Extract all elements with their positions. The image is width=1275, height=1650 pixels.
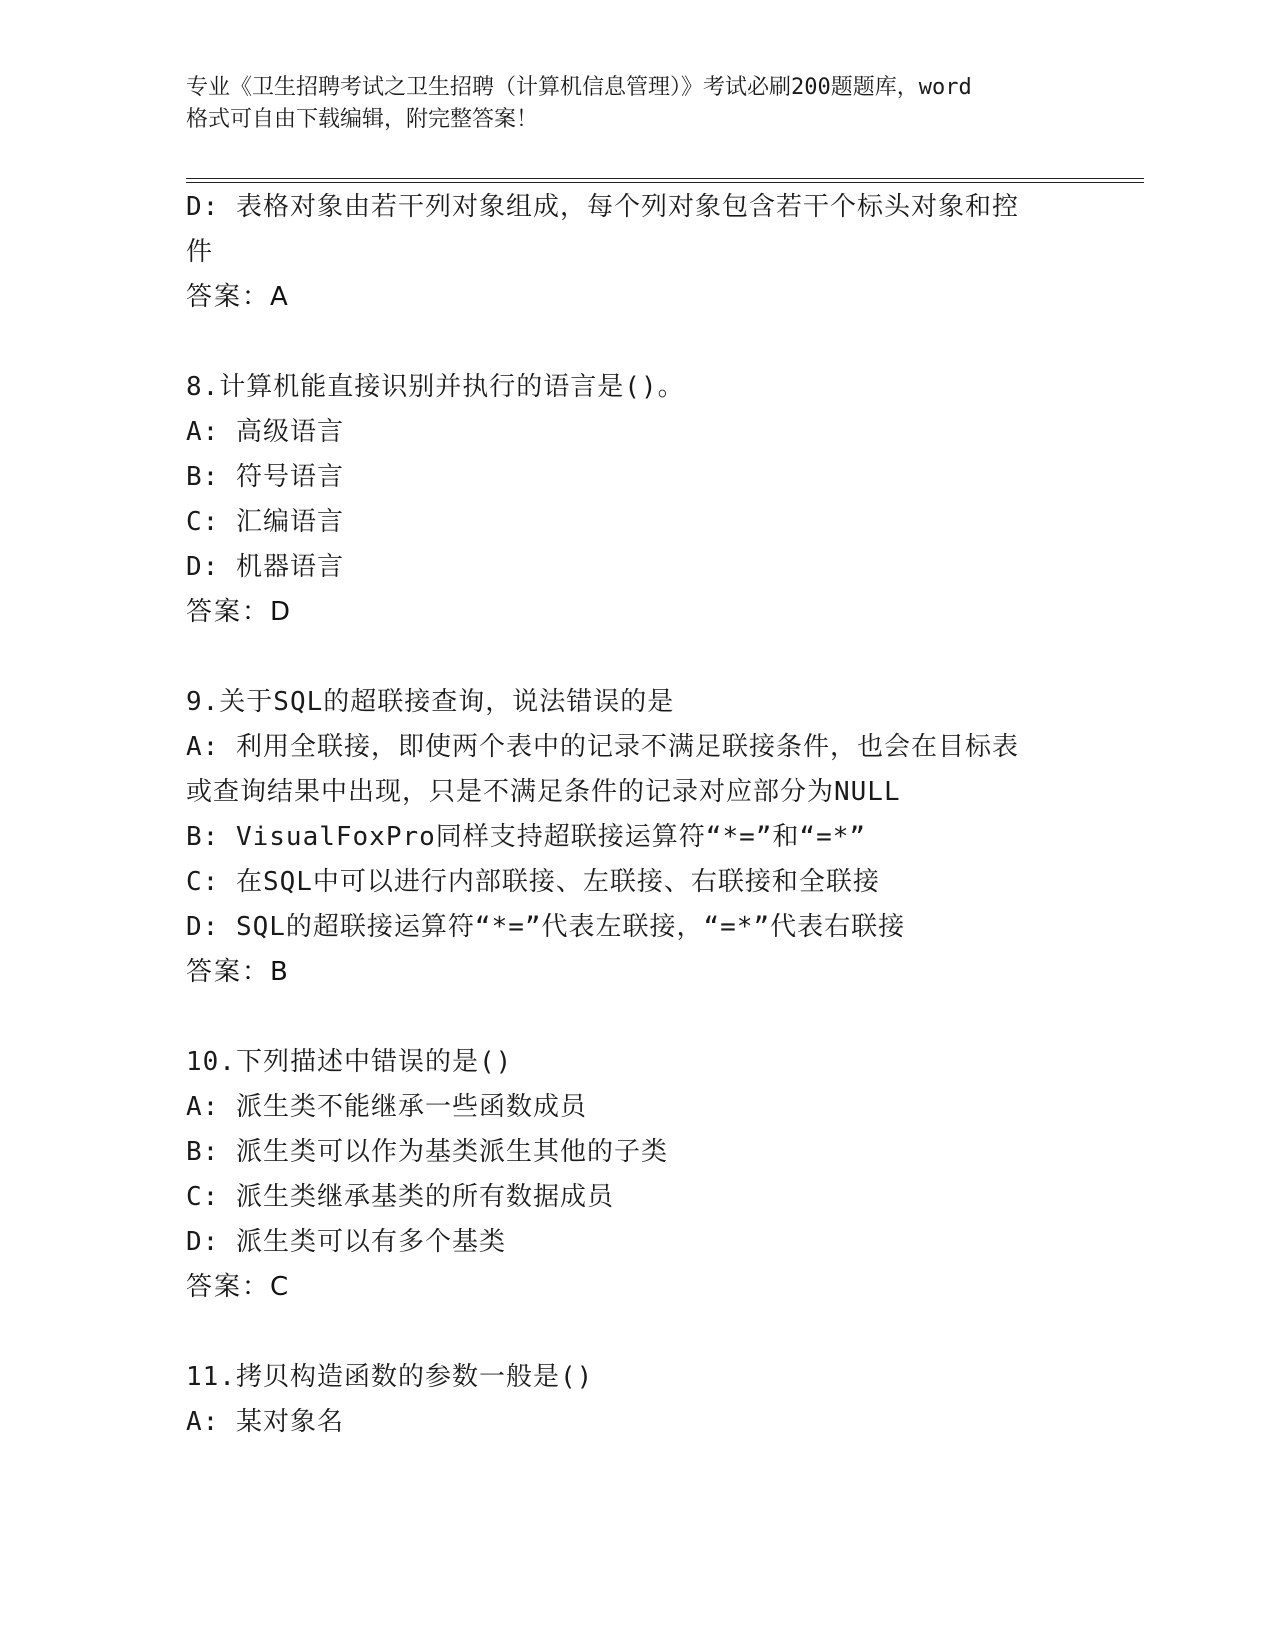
option-d-line-2: 件 xyxy=(186,237,214,267)
option-d-line-1: D: 表格对象由若干列对象组成，每个列对象包含若干个标头对象和控 xyxy=(186,192,1019,222)
answer-line: 答案：D xyxy=(186,597,293,627)
option-b: B: 派生类可以作为基类派生其他的子类 xyxy=(186,1137,668,1167)
answer-line: 答案：B xyxy=(186,957,290,987)
option-b: B: 符号语言 xyxy=(186,462,344,492)
option-c: C: 派生类继承基类的所有数据成员 xyxy=(186,1182,614,1212)
spacer xyxy=(186,635,1086,680)
header-title-line-1: 专业《卫生招聘考试之卫生招聘（计算机信息管理）》考试必刷200题题库，word xyxy=(186,75,972,100)
answer-line: 答案：A xyxy=(186,282,290,312)
spacer xyxy=(186,320,1086,365)
option-a: A: 派生类不能继承一些函数成员 xyxy=(186,1092,587,1122)
question-9 xyxy=(186,680,1086,995)
spacer xyxy=(186,995,1086,1040)
option-a-line-2: 或查询结果中出现，只是不满足条件的记录对应部分为NULL xyxy=(186,777,901,807)
option-d: D: 机器语言 xyxy=(186,552,344,582)
question-8 xyxy=(186,365,1086,635)
option-c: C: 汇编语言 xyxy=(186,507,344,537)
header-divider-bottom xyxy=(186,182,1144,183)
question-text: 8.计算机能直接识别并执行的语言是()。 xyxy=(186,372,685,402)
header-divider-top xyxy=(186,178,1144,179)
question-10 xyxy=(186,1040,1086,1310)
question-list xyxy=(186,185,1086,1445)
option-b: B: VisualFoxPro同样支持超联接运算符“*=”和“=*” xyxy=(186,822,867,852)
option-a-line-1: A: 利用全联接，即使两个表中的记录不满足联接条件，也会在目标表 xyxy=(186,732,1019,762)
question-text: 11.拷贝构造函数的参数一般是() xyxy=(186,1362,594,1392)
document-header xyxy=(186,72,1086,136)
option-a: A: 高级语言 xyxy=(186,417,344,447)
question-11 xyxy=(186,1355,1086,1445)
option-d: D: SQL的超联接运算符“*=”代表左联接，“=*”代表右联接 xyxy=(186,912,906,942)
option-a: A: 某对象名 xyxy=(186,1407,344,1437)
option-c: C: 在SQL中可以进行内部联接、左联接、右联接和全联接 xyxy=(186,867,880,897)
answer-line: 答案：C xyxy=(186,1272,291,1302)
spacer xyxy=(186,1310,1086,1355)
question-text: 9.关于SQL的超联接查询，说法错误的是 xyxy=(186,687,675,717)
question-7-tail xyxy=(186,185,1086,320)
header-title-line-2: 格式可自由下载编辑，附完整答案！ xyxy=(186,107,539,132)
question-text: 10.下列描述中错误的是() xyxy=(186,1047,513,1077)
option-d: D: 派生类可以有多个基类 xyxy=(186,1227,506,1257)
